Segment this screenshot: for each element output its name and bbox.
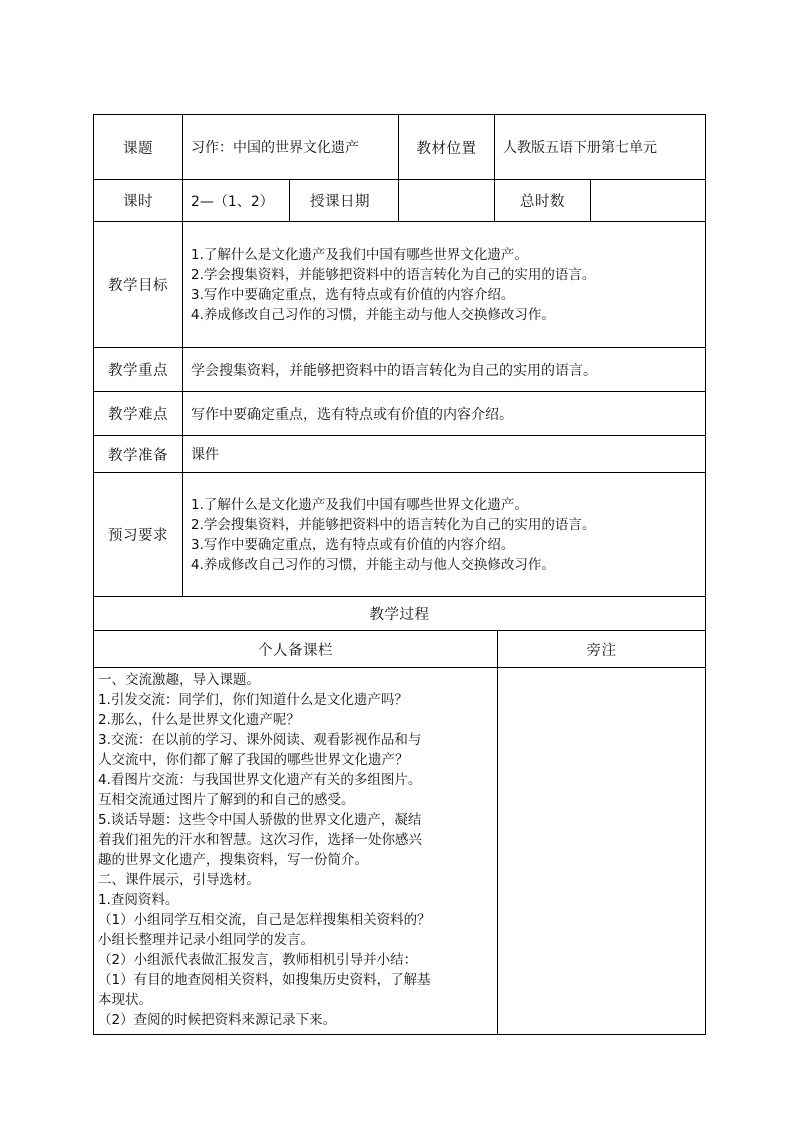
process-line: 小组长整理并记录小组同学的发言。: [98, 932, 314, 948]
objectives-list: [183, 222, 705, 347]
process-header-row: [94, 631, 705, 668]
process-line: 互相交流通过图片了解到的和自己的感受。: [98, 792, 355, 808]
period-row: [94, 180, 705, 222]
process-line: 1.引发交流：同学们，你们知道什么是文化遗产吗？: [98, 692, 408, 708]
objective-item: 2.学会搜集资料，并能够把资料中的语言转化为自己的实用的语言。: [191, 266, 596, 283]
lesson-plan-table: [93, 114, 706, 1035]
process-title: 教学过程: [369, 607, 430, 623]
topic-value: 习作：中国的世界文化遗产: [183, 115, 399, 179]
preparation-value: 课件: [191, 447, 219, 463]
process-title-row: [94, 597, 705, 631]
objective-item: 1.了解什么是文化遗产及我们中国有哪些世界文化遗产。: [191, 246, 528, 263]
process-line: 着我们祖先的汗水和智慧。这次习作，选择一处你感兴: [98, 832, 422, 848]
preparation-label: 教学准备: [94, 436, 183, 472]
process-body-row: [94, 668, 705, 1034]
objectives-label: 教学目标: [94, 222, 183, 347]
notes-column-header: 旁注: [586, 642, 617, 659]
period-label: 课时: [94, 180, 183, 221]
date-label: 授课日期: [290, 180, 399, 221]
preview-item: 1.了解什么是文化遗产及我们中国有哪些世界文化遗产。: [191, 496, 528, 513]
preview-item: 2.学会搜集资料，并能够把资料中的语言转化为自己的实用的语言。: [191, 516, 596, 533]
process-line: 2.那么，什么是世界文化遗产呢？: [98, 712, 300, 728]
process-line: （1）有目的地查阅相关资料，如搜集历史资料，了解基: [98, 972, 431, 988]
position-value: 人教版五语下册第七单元: [503, 140, 657, 156]
notes-column: [498, 668, 705, 1034]
process-line: 人交流中，你们都了解了我国的哪些世界文化遗产？: [98, 752, 409, 768]
process-line: 本现状。: [98, 992, 152, 1008]
total-label: 总时数: [495, 180, 591, 221]
key-point-label: 教学重点: [94, 348, 183, 391]
process-line: （2）查阅的时候把资料来源记录下来。: [98, 1012, 337, 1028]
process-line: （1）小组同学互相交流，自己是怎样搜集相关资料的？: [98, 912, 431, 928]
process-line: 3.交流：在以前的学习、课外阅读、观看影视作品和与: [98, 732, 422, 748]
process-line: 1.查阅资料。: [98, 892, 179, 908]
total-value: [591, 180, 705, 221]
preview-label: 预习要求: [94, 473, 183, 596]
process-line: 趣的世界文化遗产，搜集资料，写一份简介。: [98, 852, 368, 868]
preview-row: [94, 473, 705, 597]
process-line: 二、课件展示，引导选材。: [98, 872, 260, 888]
preview-item: 3.写作中要确定重点，选有特点或有价值的内容介绍。: [191, 536, 515, 553]
period-value: 2—（1、2）: [183, 180, 290, 221]
date-value: [399, 180, 495, 221]
difficulty-label: 教学难点: [94, 392, 183, 435]
difficulty-row: [94, 392, 705, 436]
preview-item: 4.养成修改自己习作的习惯，并能主动与他人交换修改习作。: [191, 556, 555, 573]
personal-column-header: 个人备课栏: [94, 631, 498, 667]
personal-column: [94, 668, 498, 1034]
process-line: 5.谈话导题：这些令中国人骄傲的世界文化遗产，凝结: [98, 812, 422, 828]
objective-item: 3.写作中要确定重点，选有特点或有价值的内容介绍。: [191, 286, 515, 303]
process-line: （2）小组派代表做汇报发言，教师相机引导并小结：: [98, 952, 418, 968]
difficulty-value: 写作中要确定重点，选有特点或有价值的内容介绍。: [191, 406, 513, 423]
objectives-row: [94, 222, 705, 348]
position-label: 教材位置: [399, 115, 495, 179]
process-line: 4.看图片交流：与我国世界文化遗产有关的多组图片。: [98, 772, 422, 788]
process-line: 一、交流激趣，导入课题。: [98, 672, 260, 688]
objective-item: 4.养成修改自己习作的习惯，并能主动与他人交换修改习作。: [191, 306, 555, 323]
preview-list: [183, 473, 705, 596]
topic-label: 课题: [94, 115, 183, 179]
preparation-row: [94, 436, 705, 473]
topic-row: [94, 115, 705, 180]
key-point-row: [94, 348, 705, 392]
process-text: [94, 668, 435, 1034]
key-point-value: 学会搜集资料，并能够把资料中的语言转化为自己的实用的语言。: [191, 362, 597, 379]
